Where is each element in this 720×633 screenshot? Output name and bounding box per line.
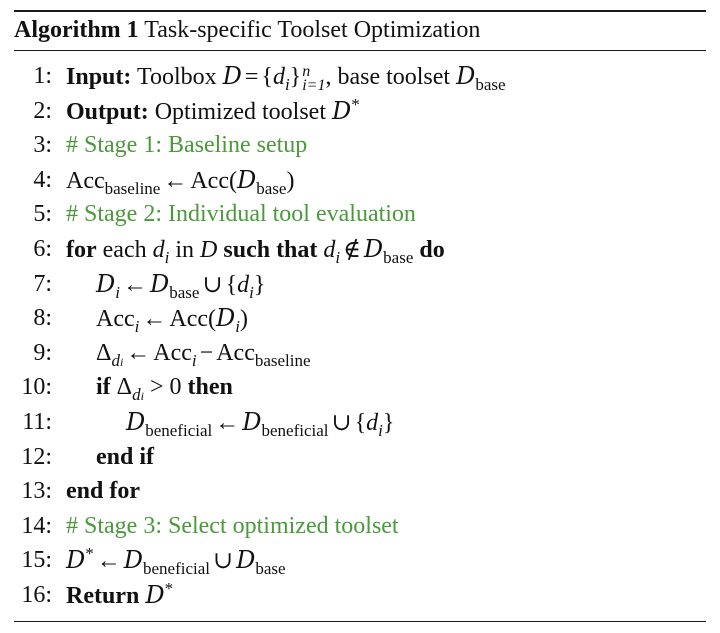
superscript-star: * [351, 94, 360, 114]
line-number: 3: [33, 132, 52, 159]
line-number: 12: [21, 443, 52, 470]
notin-symbol: ∉ [343, 236, 361, 263]
symbol-calligraphic-d: D [126, 407, 146, 436]
algorithm-line-6 [14, 232, 706, 267]
subscript-i: i [164, 247, 170, 267]
subscript-i: i [140, 389, 144, 404]
acc-text: Acc [66, 167, 105, 194]
algorithm-block [14, 10, 706, 622]
assign-arrow: ← [96, 548, 121, 575]
end-if-keyword: end if [96, 443, 155, 470]
symbol-calligraphic-d: D [236, 546, 256, 575]
subscript-i: i [119, 354, 124, 369]
subscript-base: base [169, 282, 200, 302]
output-keyword: Output: [66, 98, 149, 125]
subscript-base: base [383, 247, 414, 267]
assign-arrow: ← [126, 339, 151, 366]
algorithm-line-8 [14, 301, 706, 336]
symbol-d: d [272, 64, 285, 90]
algorithm-line-10 [14, 370, 706, 405]
symbol-calligraphic-d: D [123, 546, 143, 575]
subscript-baseline: baseline [254, 350, 311, 370]
subscript-base: base [475, 75, 506, 94]
line-number: 5: [33, 201, 52, 228]
line-number: 8: [33, 305, 52, 332]
superscript-star: * [164, 578, 174, 598]
acc-call: Acc( [190, 167, 237, 194]
symbol-calligraphic-d: D [149, 269, 170, 298]
symbol-calligraphic-d: D [96, 269, 116, 298]
stage-comment: # Stage 1: Baseline setup [66, 132, 308, 159]
subscript-i: i [115, 282, 120, 302]
subscript-i: i [134, 317, 140, 337]
text-optimized-toolset: Optimized toolset [154, 98, 326, 125]
superscript-star: * [85, 544, 94, 564]
subscript-base: base [256, 178, 287, 198]
symbol-d: d [132, 385, 141, 405]
minus-symbol: − [199, 339, 214, 366]
line-content: $D_i$ ← $D_{base}$ ∪ $\{d_i\}$ [96, 269, 266, 302]
algorithm-line-1 [14, 59, 706, 94]
subscript-i: i [191, 350, 197, 370]
subscript-beneficial: beneficial [261, 420, 329, 440]
algorithm-line-3 [14, 128, 706, 163]
bottom-rule [14, 621, 706, 622]
subscript-i: i [378, 420, 383, 440]
symbol-calligraphic-d: D [66, 546, 86, 575]
text-base-toolset: , base toolset [325, 64, 451, 90]
subscript-beneficial: beneficial [143, 559, 211, 579]
if-keyword: if [96, 374, 111, 401]
line-content: Input: Toolbox $D = \{d_i\}$ n i=1 , base toolset $D_{base}$ [66, 62, 506, 94]
algorithm-line-14 [14, 509, 706, 544]
algorithm-line-9 [14, 336, 706, 371]
line-number: 7: [33, 270, 52, 297]
stage-comment: # Stage 2: Individual tool evaluation [66, 201, 416, 228]
algorithm-line-15 [14, 543, 706, 578]
symbol-calligraphic-d: D [216, 304, 236, 333]
symbol-d: d [237, 271, 250, 298]
line-number: 13: [21, 478, 52, 505]
symbol-d: d [323, 236, 336, 263]
line-number: 6: [33, 235, 52, 262]
input-keyword: Input: [66, 64, 132, 90]
range-super-sub [302, 65, 325, 93]
algorithm-title: Task-specific Toolset Optimization [144, 17, 481, 43]
symbol-calligraphic-d: D [456, 62, 476, 90]
close-paren: ) [240, 306, 248, 333]
subscript-i: i [249, 282, 254, 302]
symbol-d: d [366, 409, 379, 436]
line-number: 2: [33, 97, 52, 124]
algorithm-line-4 [14, 163, 706, 198]
algorithm-line-13 [14, 474, 706, 509]
algorithm-line-12 [14, 440, 706, 475]
line-content [66, 543, 286, 578]
line-content [66, 94, 360, 129]
symbol-calligraphic-d: D [236, 165, 257, 194]
symbol-d: d [152, 236, 165, 263]
subscript-base: base [255, 559, 286, 579]
algorithm-line-7 [14, 267, 706, 302]
symbol-d: d [111, 350, 120, 370]
algorithm-line-2 [14, 94, 706, 129]
algorithm-line-11 [14, 405, 706, 440]
acc-text: Acc [216, 339, 255, 366]
then-keyword: then [187, 374, 233, 401]
line-number: 10: [21, 374, 52, 401]
line-content [66, 163, 294, 198]
subscript-i: i [284, 75, 290, 94]
line-number: 1: [33, 63, 52, 89]
greater-than-zero: > 0 [149, 374, 182, 401]
symbol-D: D [200, 236, 218, 263]
line-content: $D_{beneficial}$ ← $D_{beneficial}$ ∪ $\{d_i\}$ [126, 407, 395, 440]
assign-arrow: ← [215, 409, 240, 436]
text-toolbox: Toolbox [136, 64, 217, 90]
text-each: each [102, 236, 147, 263]
algorithm-lines [14, 51, 706, 613]
assign-arrow: ← [163, 167, 188, 194]
algorithm-line-5 [14, 197, 706, 232]
acc-call: Acc( [169, 306, 217, 333]
subscript-i: i [335, 247, 341, 267]
subscript-range: i=1 [302, 77, 326, 94]
subscript-baseline: baseline [104, 178, 161, 198]
union-symbol: ∪ [331, 409, 352, 436]
line-content [96, 301, 248, 336]
line-number: 14: [21, 512, 52, 539]
return-keyword: Return [66, 582, 140, 609]
assign-arrow: ← [122, 271, 147, 298]
line-content [96, 370, 233, 404]
subscript-i: i [235, 317, 240, 337]
line-number: 4: [33, 166, 52, 193]
line-number: 9: [33, 339, 52, 366]
symbol-calligraphic-d: D [332, 96, 352, 125]
line-content [96, 336, 311, 370]
end-for-keyword: end for [66, 478, 140, 505]
such-that-keyword: such that [223, 236, 318, 263]
line-content [66, 578, 173, 613]
delta-symbol: Δ [116, 374, 133, 401]
union-symbol: ∪ [213, 548, 234, 575]
algorithm-caption [14, 12, 706, 50]
acc-text: Acc [153, 339, 192, 366]
symbol-calligraphic-d: D [222, 62, 242, 90]
union-symbol: ∪ [202, 271, 223, 298]
assign-arrow: ← [142, 306, 167, 333]
superscript-n: n [302, 63, 311, 80]
do-keyword: do [419, 236, 445, 263]
line-number: 15: [21, 547, 52, 574]
algorithm-line-16 [14, 578, 706, 613]
for-keyword: for [66, 236, 97, 263]
delta-symbol: Δ [96, 339, 112, 366]
line-content [66, 232, 445, 267]
stage-comment: # Stage 3: Select optimized toolset [66, 512, 399, 539]
symbol-calligraphic-d: D [145, 580, 165, 609]
line-number: 16: [21, 581, 52, 608]
symbol-calligraphic-d: D [242, 407, 262, 436]
text-in: in [175, 236, 195, 263]
line-number: 11: [22, 408, 52, 435]
subscript-beneficial: beneficial [145, 420, 213, 440]
algorithm-label: Algorithm 1 [14, 17, 139, 43]
close-paren: ) [286, 167, 295, 194]
symbol-calligraphic-d: D [363, 234, 384, 263]
acc-text: Acc [96, 306, 135, 333]
